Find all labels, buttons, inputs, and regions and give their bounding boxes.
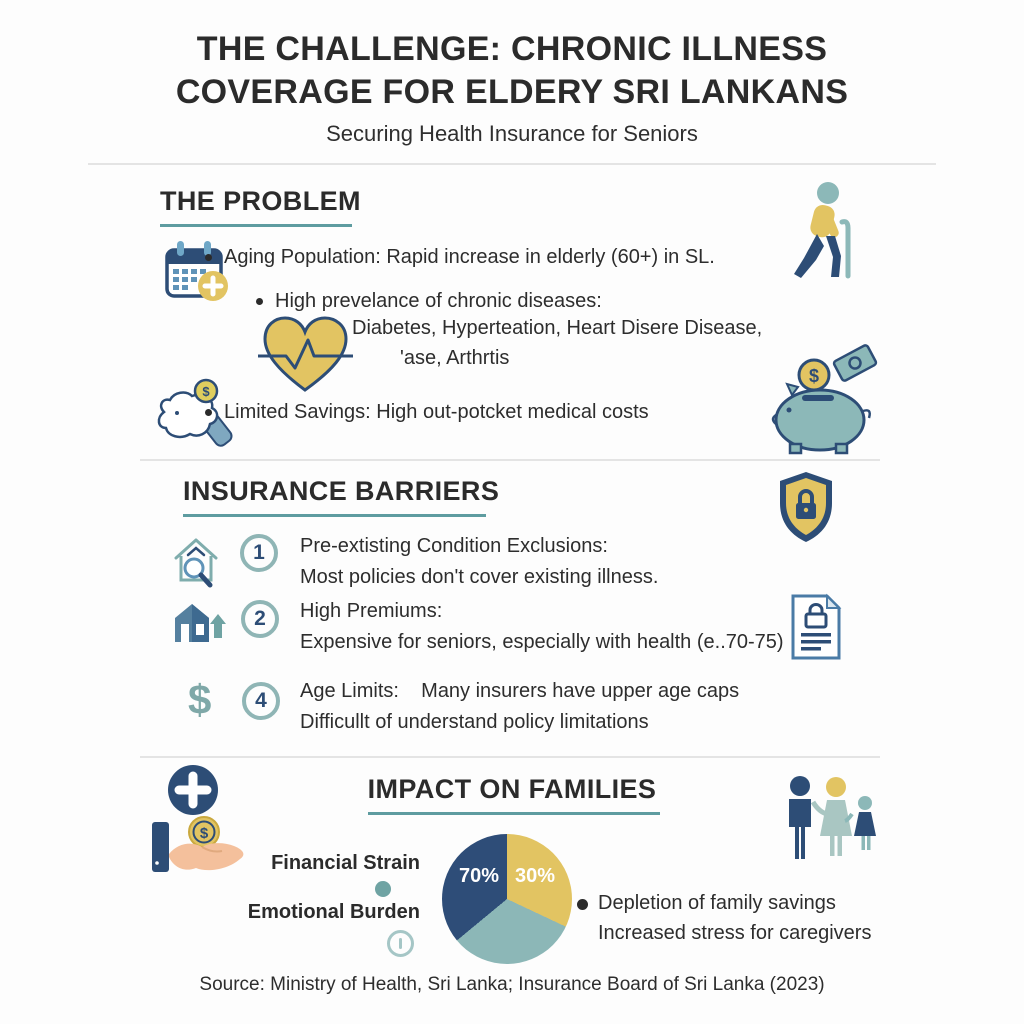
- barrier-1-line1: Pre-extisting Condition Exclusions:: [300, 535, 608, 557]
- disease-list-line1: Diabetes, Hyperteation, Heart Disere Disease,: [352, 317, 763, 339]
- problem-bullet-savings-text: Limited Savings: High out-potcket medical costs: [224, 401, 649, 423]
- impact-note-line2: Increased stress for caregivers: [598, 922, 872, 944]
- family-icon: [783, 774, 879, 870]
- problem-bullet-aging: [205, 242, 825, 273]
- page-title-line1: THE CHALLENGE: CHRONIC ILLNESS: [196, 30, 828, 68]
- source-line: Source: Ministry of Health, Sri Lanka; Insurance Board of Sri Lanka (2023): [199, 974, 825, 995]
- legend-emotional-burden: Emotional Burden: [247, 901, 420, 923]
- pie-chart: [442, 834, 572, 964]
- house-price-up-icon: [173, 602, 227, 644]
- problem-bullet-chronic-text: High prevelance of chronic diseases:: [275, 290, 602, 312]
- shield-lock-icon: [777, 470, 835, 544]
- coin-dollar-glyph: $: [199, 825, 209, 842]
- coin-dollar-glyph: $: [808, 366, 820, 386]
- barrier-3-line1: Age Limits: Many insurers have upper age caps: [300, 680, 740, 702]
- impact-note-line1: Depletion of family savings: [598, 892, 836, 914]
- bullet-dot: [256, 298, 263, 305]
- house-search-icon: [172, 536, 220, 588]
- barrier-1-line2: Most policies don't cover existing illness.: [300, 566, 659, 588]
- problem-bullet-aging-text: Aging Population: Rapid increase in elderly (60+) in SL.: [224, 246, 715, 268]
- bullet-dot: [577, 899, 588, 910]
- barrier-2-line2: Expensive for seniors, especially with health (e..70-75): [300, 631, 784, 653]
- legend-financial-strain: Financial Strain: [271, 852, 420, 874]
- clock-icon: [387, 930, 414, 957]
- section-divider: [88, 163, 936, 165]
- disease-list-line2: 'ase, Arthrtis: [400, 347, 510, 369]
- impact-heading-underline: [368, 812, 660, 815]
- barrier-3-line2: Difficullt of understand policy limitations: [300, 711, 649, 733]
- page-subtitle: Securing Health Insurance for Seniors: [326, 121, 698, 146]
- coin-dollar-glyph: $: [202, 384, 210, 399]
- policy-document-lock-icon: [789, 592, 843, 662]
- dollar-icon: $: [188, 676, 212, 723]
- section-divider: [140, 459, 880, 461]
- clock-hand: [399, 938, 402, 949]
- hand-coin-icon: [150, 808, 252, 880]
- heart-pulse-icon: [258, 312, 353, 397]
- barriers-heading-underline: [183, 514, 486, 517]
- pie-label-30: 30%: [515, 865, 556, 887]
- barrier-number-badge-4: 4: [242, 682, 280, 720]
- page-title-line2: COVERAGE FOR ELDERY SRI LANKANS: [175, 72, 849, 111]
- section-divider: [140, 756, 880, 758]
- bullet-dot: [205, 409, 212, 416]
- barrier-number-badge-1: 1: [240, 534, 278, 572]
- problem-heading-underline: [160, 224, 352, 227]
- problem-heading: THE PROBLEM: [160, 186, 361, 216]
- problem-bullet-savings: [205, 397, 805, 428]
- piggy-bank-icon: [762, 343, 882, 455]
- financial-strain-dot-icon: [375, 881, 391, 897]
- barriers-heading: INSURANCE BARRIERS: [183, 476, 500, 506]
- impact-heading: IMPACT ON FAMILIES: [367, 774, 657, 804]
- barrier-number-badge-2: 2: [241, 600, 279, 638]
- pie-label-70: 70%: [459, 865, 500, 887]
- page-title: [0, 28, 1024, 114]
- bullet-dot: [205, 254, 212, 261]
- barrier-2-line1: High Premiums:: [300, 600, 443, 622]
